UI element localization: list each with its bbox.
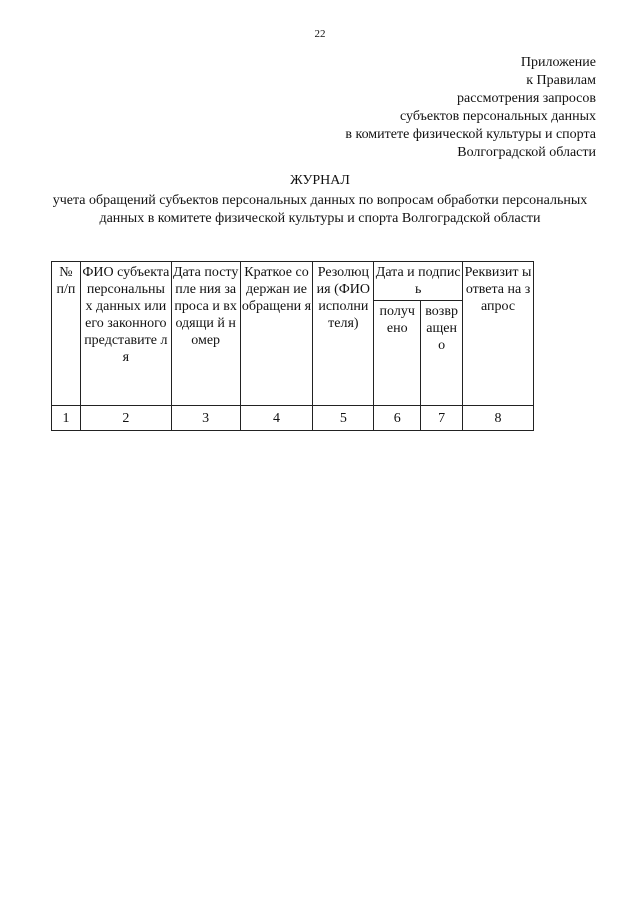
column-number: 7 [421,406,463,431]
header-date: Дата поступле ния запроса и входящи й номер [171,262,240,406]
header-row [52,262,534,301]
column-number: 1 [52,406,81,431]
header-resolution: Резолюц ия (ФИО исполни теля) [313,262,374,406]
header-requisite: Реквизит ы ответа на запрос [463,262,534,406]
column-number: 4 [240,406,313,431]
header-summary: Краткое содержан ие обращени я [240,262,313,406]
appendix-line: Приложение [520,55,596,70]
journal-subtitle: учета обращений субъектов персональных данных по вопросам обработки персональных данных в комитете физической культуры и спорта Волгоградской области [52,193,588,226]
column-number: 5 [313,406,374,431]
column-number: 8 [463,406,534,431]
appendix-line: в комитете физической культуры и спорта [345,127,596,142]
appendix-line: субъектов персональных данных [400,109,596,124]
header-num: № п/п [52,262,81,406]
header-fio: ФИО субъекта персональны х данных или его законного представите ля [80,262,171,406]
table-row [52,406,534,431]
appendix-line: к Правилам [526,73,596,88]
appendix-line: рассмотрения запросов [457,91,596,106]
appendix-line: Волгоградской области [457,145,596,160]
column-number: 6 [374,406,421,431]
page-number: 22 [314,28,326,40]
column-number: 3 [171,406,240,431]
appendix-block [266,54,596,162]
header-returned: возвр ащен о [421,301,463,406]
header-received: получ ено [374,301,421,406]
journal-table [51,261,534,431]
journal-title: ЖУРНАЛ [290,173,350,188]
journal-heading [40,172,600,228]
column-number: 2 [80,406,171,431]
header-date-sign: Дата и подпись [374,262,463,301]
